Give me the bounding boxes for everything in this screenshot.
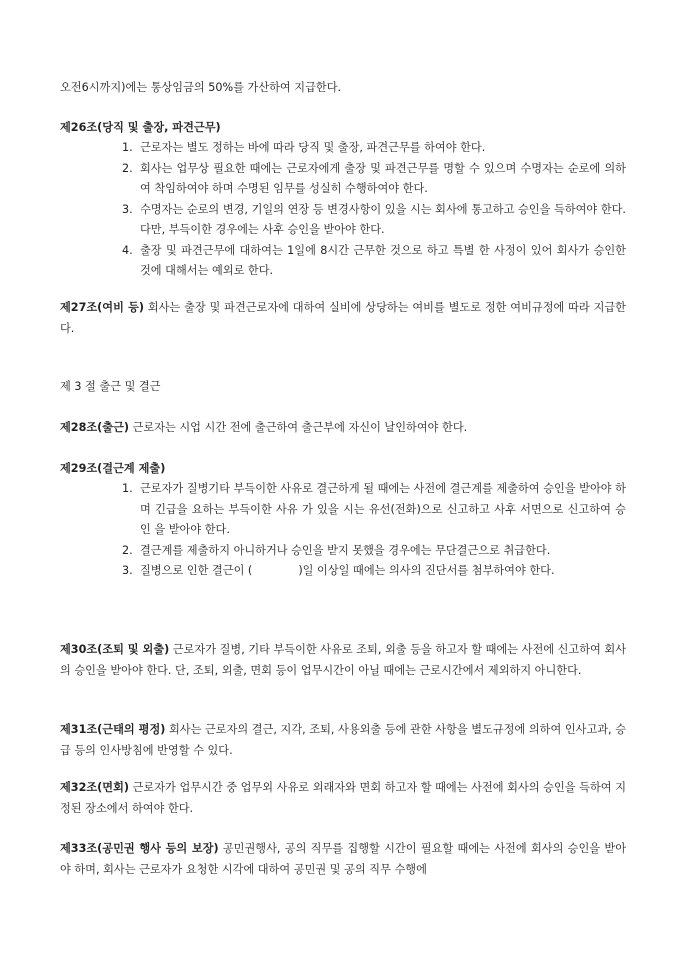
article-30-body: 근로자가 질병, 기타 부득이한 사유로 조퇴, 외출 등을 하고자 할 때에는 사전에 신고하여 회사의 승인을 받아야 한다. 단, 조퇴, 외출, 면회 등이 업무시간이 아닐 때에는 근로시간에서 제외하지 아니한다. xyxy=(60,643,627,677)
article-31-body: 회사는 근로자의 결근, 지각, 조퇴, 사용외출 등에 관한 사항을 별도규정에 의하여 인사고과, 승급 등의 인사방침에 반영할 수 있다. xyxy=(60,723,627,757)
article-32 xyxy=(60,778,626,819)
article-26-list xyxy=(122,138,626,282)
list-item: 3. 질병으로 인한 결근이 ( )일 이상일 때에는 의사의 진단서를 첨부하여야 한다. xyxy=(122,564,555,577)
list-item: 4. 출장 및 파견근무에 대하여는 1일에 8시간 근무한 것으로 하고 특별 한 사정이 있어 회사가 승인한 것에 대해서는 예외로 한다. xyxy=(122,243,626,277)
article-28-heading: 제28조(출근) xyxy=(60,421,130,434)
article-33 xyxy=(60,839,626,880)
article-27-heading: 제27조(여비 등) xyxy=(60,301,144,314)
article-27-body: 회사는 출장 및 파견근로자에 대하여 실비에 상당하는 여비를 별도로 정한 여비규정에 따라 지급한다. xyxy=(60,301,626,335)
list-item: 2. 회사는 업무상 필요한 때에는 근로자에게 출장 및 파견근무를 명할 수 있으며 수명자는 순로에 의하여 착임하여야 하며 수명된 임무를 성실히 수행하여야 한다. xyxy=(122,161,626,195)
list-item: 1. 근로자가 질병기타 부득이한 사유로 결근하게 될 때에는 사전에 결근계를 제출하여 승인을 받아야 하며 긴급을 요하는 부득이한 사유 가 있을 시는 유선(전화)으로 신고하고 사후 서면으로 신고하여 승인 을 받아야 한다. xyxy=(122,482,626,536)
list-item: 2. 결근계를 제출하지 아니하거나 승인을 받지 못했을 경우에는 무단결근으로 취급한다. xyxy=(122,543,551,557)
list-item: 1. 근로자는 별도 정하는 바에 따라 당직 및 출장, 파견근무를 하여야 한다. xyxy=(122,141,486,154)
article-30 xyxy=(60,640,626,681)
article-32-heading: 제32조(면회) xyxy=(60,781,130,794)
article-31-heading: 제31조(근태의 평정) xyxy=(60,723,166,736)
article-32-body: 근로자가 업무시간 중 업무외 사유로 외래자와 면회 하고자 할 때에는 사전에 회사의 승인을 득하여 지정된 장소에서 하여야 한다. xyxy=(60,781,626,815)
article-33-body: 공민권행사, 공의 직무를 집행할 시간이 필요할 때에는 사전에 회사의 승인을 받아야 하며, 회사는 근로자가 요청한 시각에 대하여 공민권 및 공의 직무 수행에 xyxy=(60,842,627,876)
list-item: 3. 수명자는 순로의 변경, 기일의 연장 등 변경사항이 있을 시는 회사에 통고하고 승인을 득하여야 한다. 다만, 부득이한 경우에는 사후 승인을 받아야 한다. xyxy=(122,202,626,236)
article-26-heading: 제26조(당직 및 출장, 파견근무) xyxy=(60,121,221,134)
article-29-list xyxy=(122,479,626,582)
article-33-heading: 제33조(공민권 행사 등의 보장) xyxy=(60,842,219,855)
article-28-body: 근로자는 시업 시간 전에 출근하여 출근부에 자신이 날인하여야 한다. xyxy=(129,421,468,434)
article-31 xyxy=(60,720,626,761)
article-28 xyxy=(60,418,626,439)
intro-line: 오전6시까지)에는 통상임금의 50%를 가산하여 지급한다. xyxy=(60,81,342,94)
section-title: 제 3 절 출근 및 결근 xyxy=(60,380,161,393)
article-29-heading: 제29조(결근계 제출) xyxy=(60,462,166,475)
article-27 xyxy=(60,298,626,339)
article-30-heading: 제30조(조퇴 및 외출) xyxy=(60,643,170,656)
